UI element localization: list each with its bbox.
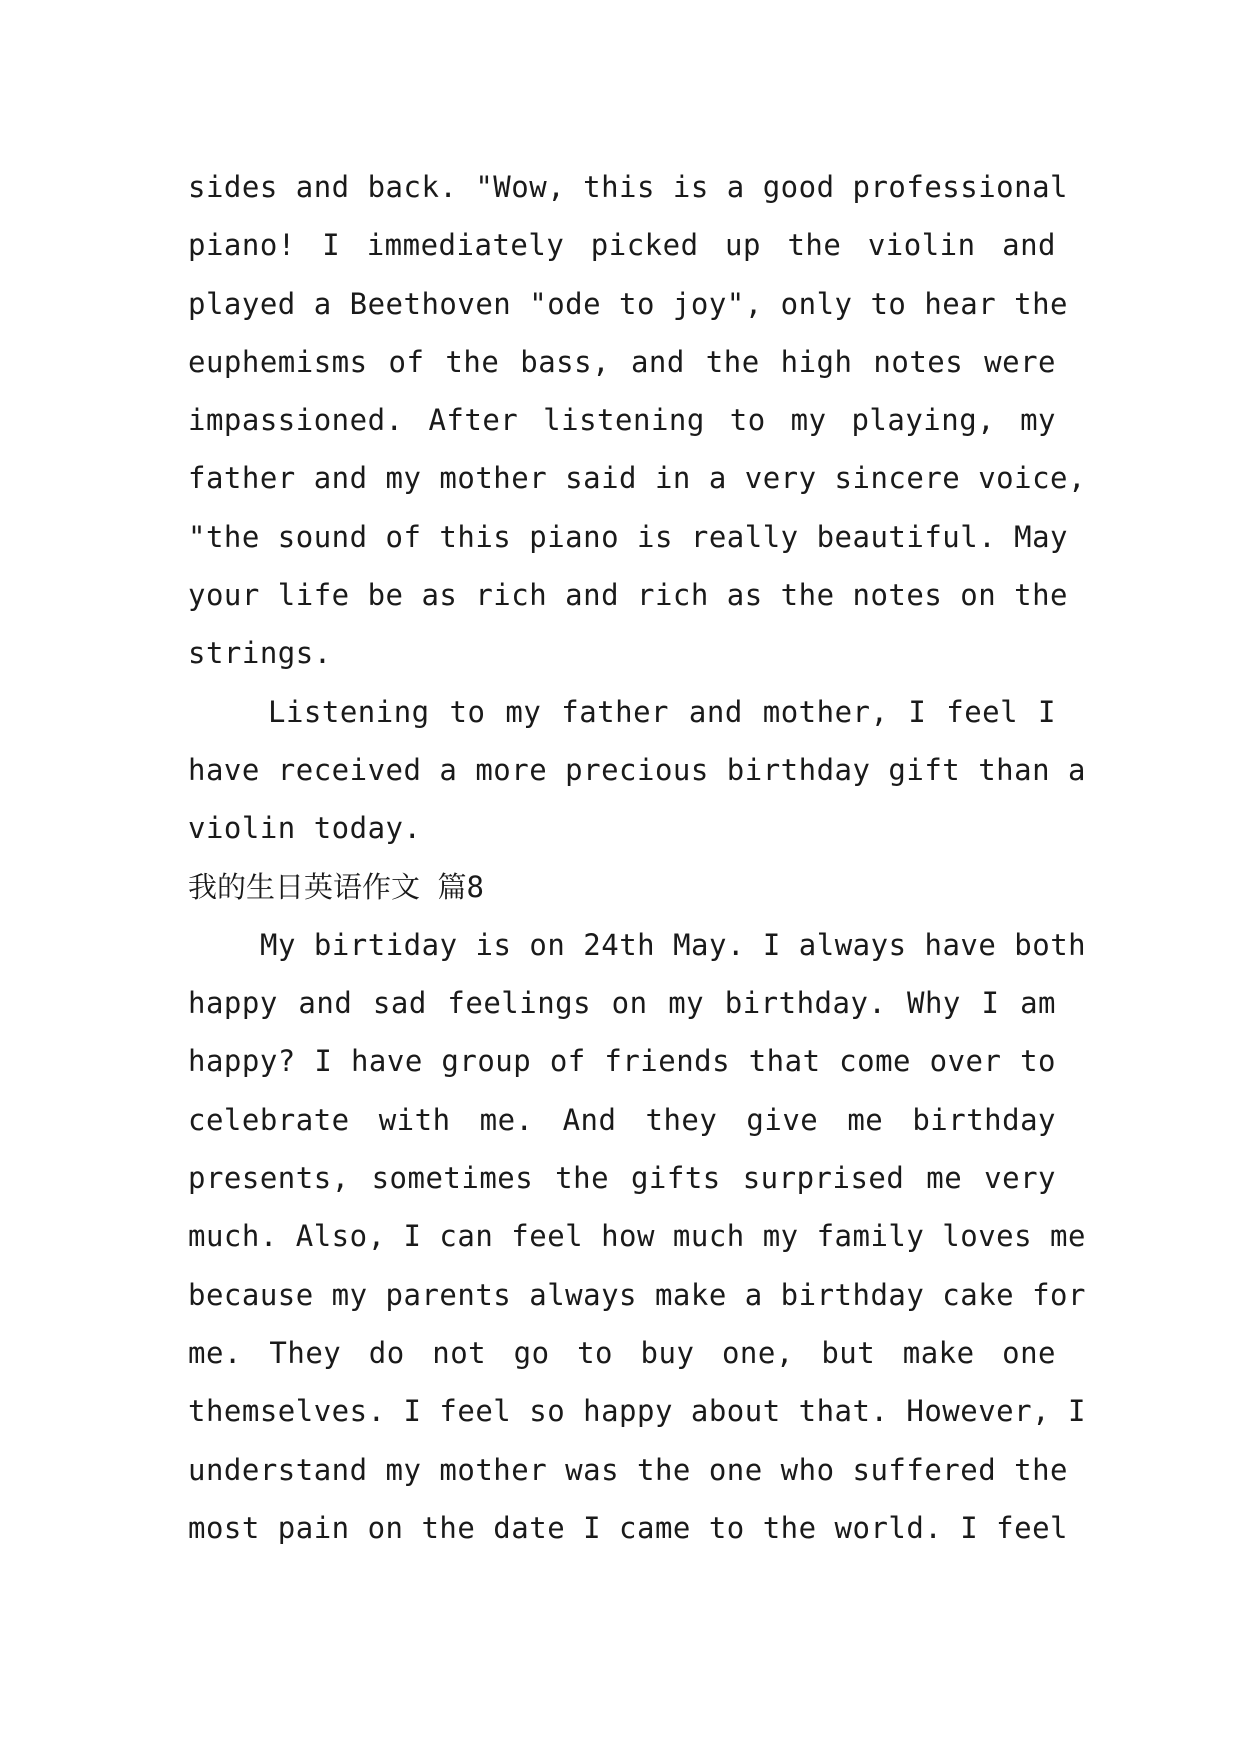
text-line: "the sound of this piano is really beautiful. May xyxy=(188,519,1069,554)
text-line: have received a more precious birthday gift than a xyxy=(188,752,1086,787)
text-line: impassioned. After listening to my playing, my xyxy=(188,403,1056,438)
text-line: much. Also, I can feel how much my family loves me xyxy=(188,1219,1086,1254)
text-line: most pain on the date I came to the world. I feel xyxy=(188,1510,1069,1545)
text-line: celebrate with me. And they give me birthday xyxy=(188,1102,1056,1137)
text-line: piano! I immediately picked up the violin and xyxy=(188,228,1056,263)
paragraph-piano-gift xyxy=(188,158,1086,683)
text-line: because my parents always make a birthday cake for xyxy=(188,1277,1086,1312)
paragraph-my-birthday xyxy=(188,916,1087,1557)
text-line: your life be as rich and rich as the notes on the xyxy=(188,578,1069,613)
paragraph-precious-gift xyxy=(188,683,1086,858)
text-line: Listening to my father and mother, I feel I xyxy=(268,694,1056,729)
text-line: happy? I have group of friends that come over to xyxy=(188,1044,1056,1079)
text-line: sides and back. "Wow, this is a good professional xyxy=(188,170,1069,204)
text-line: me. They do not go to buy one, but make one xyxy=(188,1335,1056,1370)
text-line: themselves. I feel so happy about that. However, I xyxy=(188,1394,1086,1429)
text-line: violin today. xyxy=(188,811,422,846)
section-heading: 我的生日英语作文 篇8 xyxy=(188,869,484,904)
text-line: presents, sometimes the gifts surprised me very xyxy=(188,1161,1056,1196)
text-line: father and my mother said in a very sincere voice, xyxy=(188,461,1086,496)
text-line: strings. xyxy=(188,636,332,671)
text-line: understand my mother was the one who suffered the xyxy=(188,1452,1069,1487)
text-line: My birtiday is on 24th May. I always have both xyxy=(260,927,1087,962)
text-line: happy and sad feelings on my birthday. Why I am xyxy=(188,986,1056,1021)
text-line: euphemisms of the bass, and the high notes were xyxy=(188,344,1056,379)
document-body xyxy=(188,158,1087,1557)
text-line: played a Beethoven "ode to joy", only to hear the xyxy=(188,286,1069,321)
